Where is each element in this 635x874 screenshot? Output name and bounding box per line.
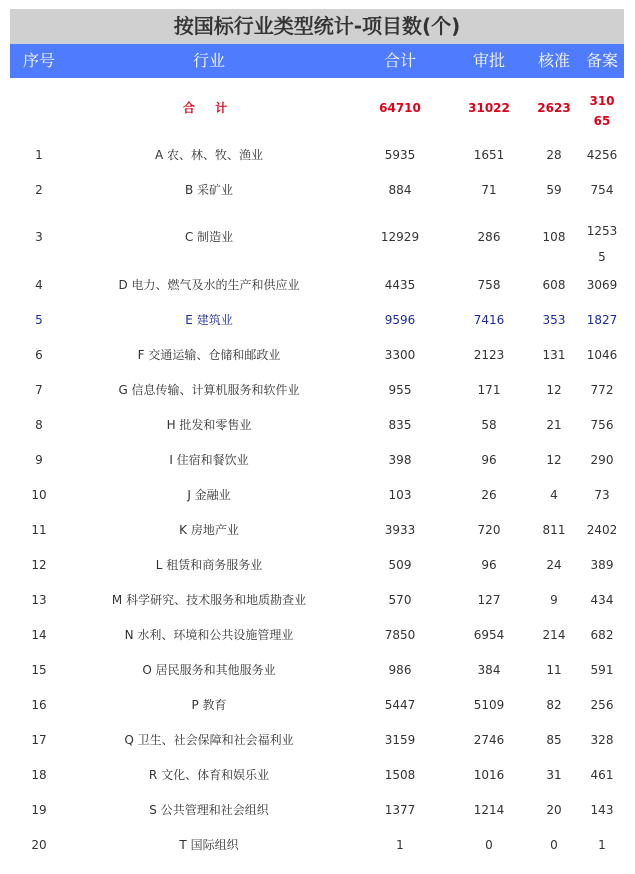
row-industry: A 农、林、牧、渔业 (154, 148, 264, 162)
row-verify: 24 (546, 558, 562, 572)
row-verify: 811 (542, 523, 566, 537)
header-no: 序号 (22, 51, 55, 70)
row-total: 1377 (384, 803, 416, 817)
row-record: 12535 (586, 224, 618, 264)
row-no: 7 (35, 383, 43, 397)
row-no: 12 (31, 558, 47, 572)
row-no: 14 (31, 628, 47, 642)
row-no: 11 (31, 523, 47, 537)
row-no: 18 (31, 768, 47, 782)
row-approve: 171 (477, 383, 501, 397)
row-no: 3 (35, 230, 43, 244)
row-record: 772 (590, 383, 614, 397)
row-industry: Q 卫生、社会保障和社会福利业 (124, 733, 294, 747)
row-approve: 71 (481, 183, 497, 197)
row-industry: C 制造业 (184, 230, 234, 244)
row-no: 16 (31, 698, 47, 712)
row-verify: 28 (546, 148, 562, 162)
row-no: 8 (35, 418, 43, 432)
row-industry: S 公共管理和社会组织 (149, 803, 269, 817)
total-label: 合 计 (182, 101, 236, 115)
row-total: 3159 (384, 733, 416, 747)
row-total: 986 (388, 663, 412, 677)
row-total: 5935 (384, 148, 416, 162)
row-total: 398 (388, 453, 412, 467)
row-verify: 82 (546, 698, 562, 712)
row-total: 509 (388, 558, 412, 572)
row-industry: D 电力、燃气及水的生产和供应业 (118, 278, 300, 292)
row-approve: 7416 (473, 313, 505, 327)
row-approve: 96 (481, 453, 497, 467)
row-total: 1 (396, 838, 404, 852)
row-industry: P 教育 (191, 698, 227, 712)
row-approve: 720 (477, 523, 501, 537)
row-total: 4435 (384, 278, 416, 292)
row-verify: 12 (546, 383, 562, 397)
row-record: 73 (594, 488, 610, 502)
row-no: 13 (31, 593, 47, 607)
row-industry: H 批发和零售业 (166, 418, 252, 432)
row-industry: K 房地产业 (179, 523, 239, 537)
row-verify: 353 (542, 313, 566, 327)
header-record: 备案 (585, 51, 618, 70)
row-verify: 4 (550, 488, 558, 502)
row-total: 1508 (384, 768, 416, 782)
table-row (10, 218, 624, 268)
row-record: 290 (590, 453, 614, 467)
table-header (10, 44, 624, 78)
row-record: 256 (590, 698, 614, 712)
row-record: 3069 (586, 278, 618, 292)
total-total: 64710 (379, 101, 421, 115)
row-approve: 6954 (473, 628, 505, 642)
row-industry: I 住宿和餐饮业 (169, 453, 249, 467)
row-industry: R 文化、体育和娱乐业 (148, 768, 270, 782)
row-record: 682 (590, 628, 614, 642)
row-no: 6 (35, 348, 43, 362)
row-no: 1 (35, 148, 43, 162)
total-verify: 2623 (537, 101, 571, 115)
row-approve: 127 (477, 593, 501, 607)
row-verify: 85 (546, 733, 562, 747)
row-verify: 214 (542, 628, 566, 642)
row-total: 12929 (380, 230, 420, 244)
row-verify: 608 (542, 278, 566, 292)
row-record: 389 (590, 558, 614, 572)
total-approve: 31022 (468, 101, 510, 115)
row-total: 884 (388, 183, 412, 197)
header-industry: 行业 (192, 51, 225, 70)
row-industry: M 科学研究、技术服务和地质勘查业 (111, 593, 307, 607)
row-no: 10 (31, 488, 47, 502)
row-record: 4256 (586, 148, 618, 162)
row-total: 5447 (384, 698, 416, 712)
row-no: 4 (35, 278, 43, 292)
row-record: 756 (590, 418, 614, 432)
row-industry: O 居民服务和其他服务业 (142, 663, 276, 677)
row-total: 955 (388, 383, 412, 397)
row-record: 143 (590, 803, 614, 817)
row-approve: 0 (485, 838, 493, 852)
row-approve: 286 (477, 230, 501, 244)
row-verify: 11 (546, 663, 562, 677)
row-record: 461 (590, 768, 614, 782)
row-verify: 131 (542, 348, 566, 362)
total-record: 31065 (589, 94, 615, 128)
row-no: 5 (35, 313, 43, 327)
row-record: 591 (590, 663, 614, 677)
row-industry: E 建筑业 (185, 313, 233, 327)
row-record: 1 (598, 838, 606, 852)
row-no: 9 (35, 453, 43, 467)
row-total: 3300 (384, 348, 416, 362)
row-approve: 384 (477, 663, 501, 677)
row-approve: 1214 (473, 803, 505, 817)
row-record: 434 (590, 593, 614, 607)
row-total: 9596 (384, 313, 416, 327)
row-record: 1827 (586, 313, 618, 327)
row-industry: F 交通运输、仓储和邮政业 (137, 348, 281, 362)
row-industry: N 水利、环境和公共设施管理业 (124, 628, 294, 642)
row-verify: 0 (550, 838, 558, 852)
row-approve: 758 (477, 278, 501, 292)
header-approve: 审批 (472, 51, 505, 70)
row-record: 328 (590, 733, 614, 747)
row-record: 1046 (586, 348, 618, 362)
row-no: 20 (31, 838, 47, 852)
row-total: 570 (388, 593, 412, 607)
row-no: 19 (31, 803, 47, 817)
row-no: 15 (31, 663, 47, 677)
row-no: 17 (31, 733, 47, 747)
row-verify: 31 (546, 768, 562, 782)
row-approve: 5109 (473, 698, 505, 712)
table-title: 按国标行业类型统计-项目数(个) (10, 9, 624, 44)
row-verify: 12 (546, 453, 562, 467)
header-verify: 核准 (537, 51, 570, 70)
row-industry: L 租赁和商务服务业 (155, 558, 263, 572)
row-approve: 1016 (473, 768, 505, 782)
row-verify: 108 (542, 230, 566, 244)
row-record: 2402 (586, 523, 618, 537)
row-approve: 96 (481, 558, 497, 572)
row-total: 103 (388, 488, 412, 502)
row-no: 2 (35, 183, 43, 197)
row-total: 3933 (384, 523, 416, 537)
row-industry: G 信息传输、计算机服务和软件业 (118, 383, 300, 397)
row-approve: 58 (481, 418, 497, 432)
row-approve: 2123 (473, 348, 505, 362)
row-industry: B 采矿业 (184, 183, 234, 197)
row-industry: T 国际组织 (179, 838, 239, 852)
row-approve: 2746 (473, 733, 505, 747)
row-total: 7850 (384, 628, 416, 642)
total-row (10, 86, 624, 132)
header-total: 合计 (383, 51, 416, 70)
row-verify: 20 (546, 803, 562, 817)
row-approve: 1651 (473, 148, 505, 162)
row-total: 835 (388, 418, 412, 432)
row-industry: J 金融业 (187, 488, 231, 502)
row-record: 754 (590, 183, 614, 197)
row-verify: 59 (546, 183, 562, 197)
row-approve: 26 (481, 488, 497, 502)
row-verify: 9 (550, 593, 558, 607)
row-verify: 21 (546, 418, 562, 432)
